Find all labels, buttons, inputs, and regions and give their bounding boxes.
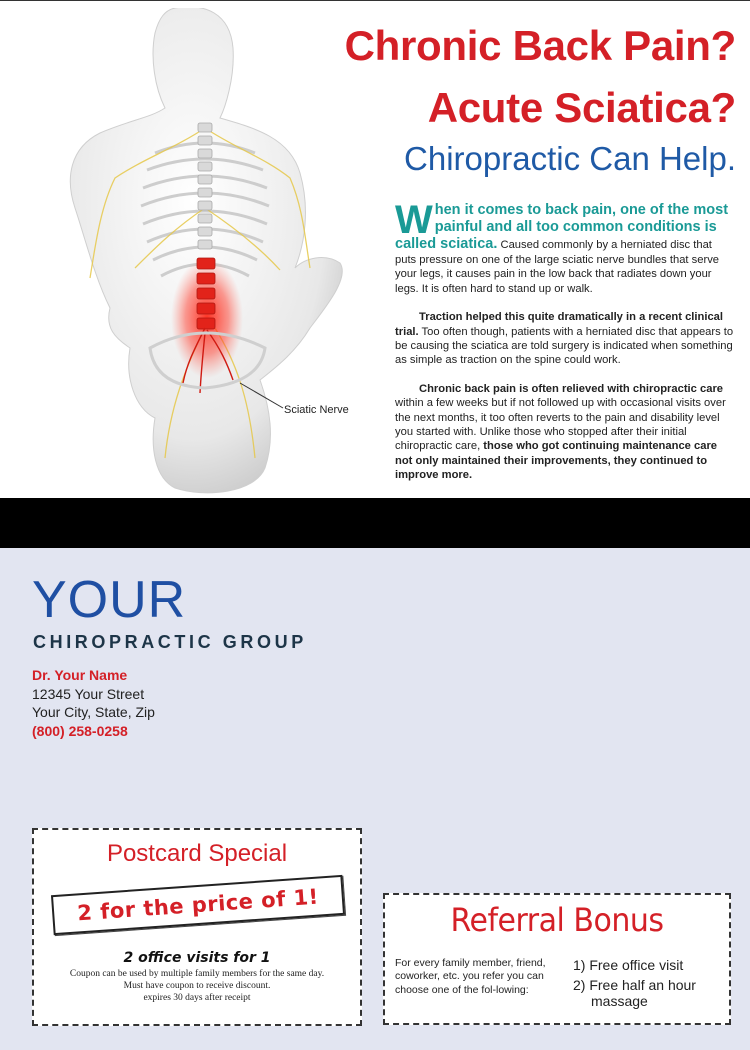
black-divider-band: [0, 498, 750, 548]
city-state-zip: Your City, State, Zip: [32, 704, 155, 720]
offer-stamp: [51, 875, 345, 935]
paragraph-3-mid: within a few weeks but if not followed up with occasional visits over the next months, it too often reverts to the pain and disability level you started with. Unlike those who stopped after their initial chiropractic care,: [395, 397, 726, 453]
paragraph-3-bold: Chronic back pain is often relieved with chiropractic care: [419, 382, 724, 395]
spine-anatomy-illustration: [55, 8, 355, 498]
address-block: [32, 666, 155, 740]
intro-rest: Caused commonly by a herniated disc that puts pressure on one of the large sciatic nerve bundles that serve your legs, it causes pain in the low back that radiates down your legs. It is often hard to stand up or walk.: [395, 239, 720, 295]
phone-number: (800) 258-0258: [32, 722, 128, 739]
paragraph-2-rest: Too often though, patients with a herniated disc that appears to be causing the sciatica are told surgery is indicated when something as simple as traction on the spine could work.: [395, 325, 734, 367]
office-visits-offer: 2 office visits for 1: [123, 950, 271, 966]
headline-line-1: Chronic Back Pain?: [344, 22, 736, 69]
article-body: [395, 198, 735, 483]
doctor-name: Dr. Your Name: [32, 667, 128, 683]
referral-title: Referral Bonus: [450, 901, 664, 940]
sciatic-nerve-label: Sciatic Nerve: [284, 404, 349, 416]
referral-description: For every family member, friend, coworker, etc. you refer you can choose one of the fol-lowing:: [395, 957, 546, 996]
paragraph-2-bold: Traction helped this quite dramatically in a recent clinical trial.: [395, 311, 724, 338]
offer-stamp-text: 2 for the price of 1!: [76, 884, 320, 926]
referral-option: 1) Free office visit: [573, 957, 684, 973]
brand-your: YOUR: [32, 571, 187, 629]
intro-paragraph: [395, 198, 735, 296]
paragraph-3: [395, 382, 735, 483]
coupon-fine-print: [34, 968, 360, 1004]
intro-lead: hen it comes to back pain, one of the most painful and all too common conditions is called sciatica.: [395, 202, 729, 252]
referral-option: 2) Free half an hour massage: [573, 977, 696, 1009]
fine-print-line-2: Must have coupon to receive discount.: [123, 981, 271, 991]
paragraph-2: [395, 310, 735, 368]
subheadline: Chiropractic Can Help.: [404, 140, 736, 177]
referral-options: [573, 957, 723, 1013]
drop-cap: W: [395, 198, 433, 242]
brand-chiropractic-group: CHIROPRACTIC GROUP: [33, 632, 307, 652]
referral-bonus-box: [383, 893, 731, 1025]
headline-line-2: Acute Sciatica?: [427, 84, 736, 131]
fine-print-line-3: expires 30 days after receipt: [143, 993, 251, 1003]
postcard-back: [0, 548, 750, 1050]
fine-print-line-1: Coupon can be used by multiple family members for the same day.: [69, 969, 325, 979]
paragraph-3-bold-end: those who got continuing maintenance care not only maintained their improvements, they continued to improve more.: [395, 440, 718, 482]
postcard-special-coupon: [32, 828, 362, 1026]
postcard-front: [0, 0, 750, 498]
coupon-title: Postcard Special: [106, 840, 288, 867]
street-address: 12345 Your Street: [32, 685, 145, 702]
top-border: [0, 0, 750, 1]
